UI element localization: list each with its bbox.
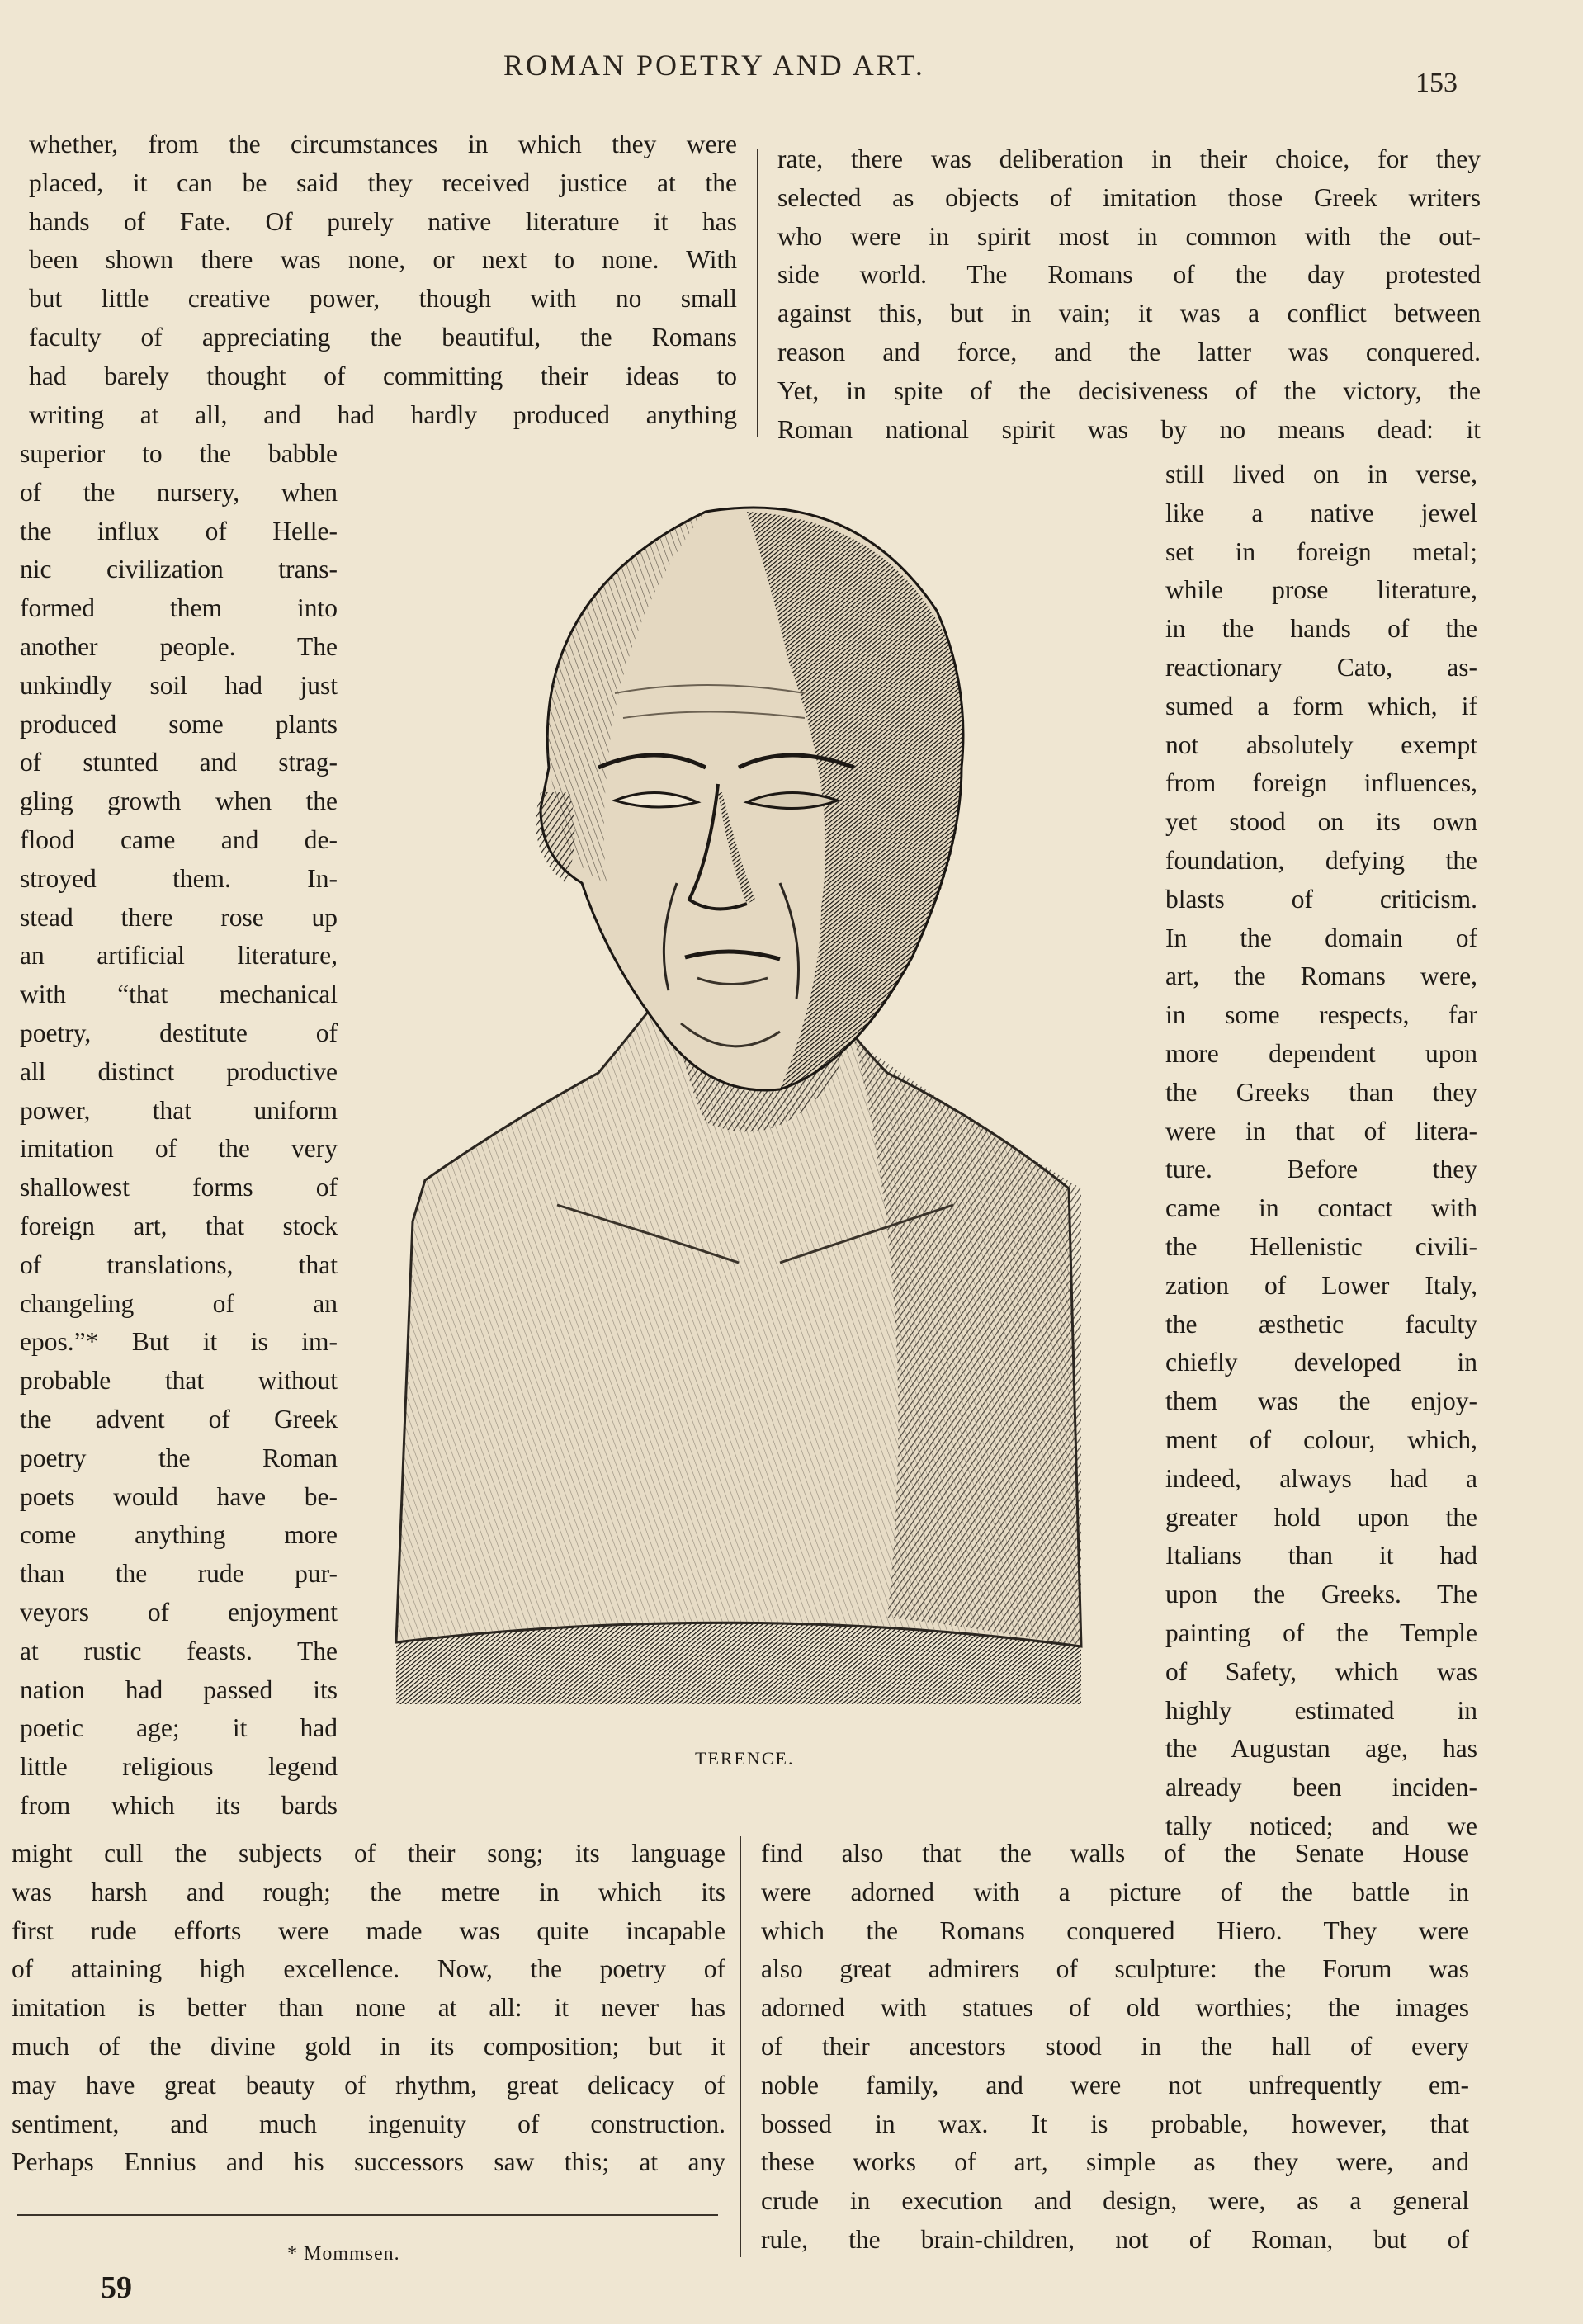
text-line: power, that uniform bbox=[20, 1095, 338, 1125]
text-line: flood came and de- bbox=[20, 824, 338, 854]
text-line: zation of Lower Italy, bbox=[1165, 1270, 1477, 1300]
text-line: poetry, destitute of bbox=[20, 1018, 338, 1047]
text-line: while prose literature, bbox=[1165, 575, 1477, 605]
text-line: rate, there was deliberation in their choice, for they bbox=[777, 144, 1481, 173]
running-head: ROMAN POETRY AND ART. bbox=[503, 49, 925, 82]
text-line: the æsthetic faculty bbox=[1165, 1309, 1477, 1339]
text-line: painting of the Temple bbox=[1165, 1618, 1477, 1647]
text-line: the Hellenistic civili- bbox=[1165, 1231, 1477, 1261]
text-line: Perhaps Ennius and his successors saw this; at any bbox=[12, 2147, 725, 2177]
text-line: foundation, defying the bbox=[1165, 845, 1477, 875]
text-line: highly estimated in bbox=[1165, 1695, 1477, 1725]
text-line: changeling of an bbox=[20, 1288, 338, 1318]
signature-mark: 59 bbox=[101, 2270, 132, 2305]
text-line: nation had passed its bbox=[20, 1675, 338, 1704]
text-line: rule, the brain-children, not of Roman, but of bbox=[761, 2224, 1469, 2254]
text-line: with “that mechanical bbox=[20, 980, 338, 1009]
text-line: another people. The bbox=[20, 631, 338, 661]
text-line: already been inciden- bbox=[1165, 1773, 1477, 1802]
text-line: but little creative power, though with no small bbox=[29, 284, 737, 314]
text-line: reason and force, and the latter was conquered. bbox=[777, 337, 1481, 366]
text-line: reactionary Cato, as- bbox=[1165, 652, 1477, 682]
text-line: also great admirers of sculpture: the Forum was bbox=[761, 1954, 1469, 1984]
text-line: adorned with statues of old worthies; the images bbox=[761, 1993, 1469, 2023]
text-line: Roman national spirit was by no means dead: it bbox=[777, 414, 1481, 444]
text-line: much of the divine gold in its composition; but it bbox=[12, 2031, 725, 2061]
text-line: imitation of the very bbox=[20, 1134, 338, 1164]
text-line: of their ancestors stood in the hall of every bbox=[761, 2031, 1469, 2061]
text-line: of Safety, which was bbox=[1165, 1656, 1477, 1686]
text-line: of the nursery, when bbox=[20, 477, 338, 507]
text-line: had barely thought of committing their ideas to bbox=[29, 361, 737, 390]
text-line: greater hold upon the bbox=[1165, 1502, 1477, 1532]
text-line: of translations, that bbox=[20, 1249, 338, 1279]
text-line: bossed in wax. It is probable, however, that bbox=[761, 2109, 1469, 2138]
text-line: these works of art, simple as they were, and bbox=[761, 2147, 1469, 2177]
text-line: unkindly soil had just bbox=[20, 670, 338, 700]
text-line: crude in execution and design, were, as a general bbox=[761, 2186, 1469, 2216]
text-line: placed, it can be said they received justice at the bbox=[29, 168, 737, 197]
illustration-caption: TERENCE. bbox=[695, 1748, 795, 1769]
text-line: stead there rose up bbox=[20, 902, 338, 932]
text-line: Italians than it had bbox=[1165, 1541, 1477, 1571]
text-line: at rustic feasts. The bbox=[20, 1636, 338, 1665]
text-line: blasts of criticism. bbox=[1165, 884, 1477, 914]
text-line: more dependent upon bbox=[1165, 1038, 1477, 1068]
text-line: side world. The Romans of the day protested bbox=[777, 260, 1481, 290]
text-line: all distinct productive bbox=[20, 1056, 338, 1086]
text-line: yet stood on its own bbox=[1165, 807, 1477, 837]
left-column-narrow bbox=[20, 435, 338, 1826]
text-line: the influx of Helle- bbox=[20, 516, 338, 546]
text-line: gling growth when the bbox=[20, 786, 338, 816]
text-line: in some respects, far bbox=[1165, 1000, 1477, 1030]
text-line: of attaining high excellence. Now, the poetry of bbox=[12, 1954, 725, 1984]
text-line: hands of Fate. Of purely native literature it has bbox=[29, 206, 737, 236]
text-line: chiefly developed in bbox=[1165, 1348, 1477, 1377]
text-line: sumed a form which, if bbox=[1165, 691, 1477, 720]
text-line: nic civilization trans- bbox=[20, 555, 338, 584]
text-line: little religious legend bbox=[20, 1752, 338, 1782]
text-line: art, the Romans were, bbox=[1165, 961, 1477, 991]
text-line: the Augustan age, has bbox=[1165, 1734, 1477, 1764]
text-line: find also that the walls of the Senate House bbox=[761, 1839, 1469, 1868]
right-column-narrow bbox=[1165, 456, 1477, 1846]
text-line: still lived on in verse, bbox=[1165, 460, 1477, 489]
text-line: poetry the Roman bbox=[20, 1443, 338, 1472]
column-rule-bottom bbox=[740, 1836, 741, 2257]
text-line: set in foreign metal; bbox=[1165, 536, 1477, 566]
text-line: indeed, always had a bbox=[1165, 1463, 1477, 1493]
text-line: came in contact with bbox=[1165, 1193, 1477, 1223]
text-line: of stunted and strag- bbox=[20, 748, 338, 777]
terence-bust-engraving bbox=[392, 495, 1085, 1708]
text-line: faculty of appreciating the beautiful, the Romans bbox=[29, 322, 737, 352]
text-line: sentiment, and much ingenuity of construction. bbox=[12, 2109, 725, 2138]
text-line: the Greeks than they bbox=[1165, 1077, 1477, 1107]
text-line: them was the enjoy- bbox=[1165, 1386, 1477, 1416]
text-line: poetic age; it had bbox=[20, 1713, 338, 1743]
text-line: noble family, and were not unfrequently em- bbox=[761, 2070, 1469, 2100]
text-line: were adorned with a picture of the battle in bbox=[761, 1877, 1469, 1906]
text-line: may have great beauty of rhythm, great delicacy of bbox=[12, 2070, 725, 2100]
column-rule-top bbox=[757, 149, 758, 437]
footnote: * Mommsen. bbox=[287, 2243, 400, 2265]
text-line: foreign art, that stock bbox=[20, 1211, 338, 1240]
text-line: shallowest forms of bbox=[20, 1173, 338, 1202]
text-line: probable that without bbox=[20, 1366, 338, 1396]
text-line: from foreign influences, bbox=[1165, 768, 1477, 798]
text-line: tally noticed; and we bbox=[1165, 1811, 1477, 1840]
text-line: which the Romans conquered Hiero. They were bbox=[761, 1915, 1469, 1945]
text-line: imitation is better than none at all: it never has bbox=[12, 1993, 725, 2023]
page-number: 153 bbox=[1415, 68, 1458, 98]
right-column-top bbox=[777, 140, 1481, 449]
left-column-top bbox=[29, 125, 737, 434]
right-column-bottom bbox=[761, 1835, 1469, 2260]
text-line: was harsh and rough; the metre in which its bbox=[12, 1877, 725, 1906]
text-line: In the domain of bbox=[1165, 923, 1477, 952]
text-line: not absolutely exempt bbox=[1165, 730, 1477, 759]
text-line: upon the Greeks. The bbox=[1165, 1580, 1477, 1609]
text-line: in the hands of the bbox=[1165, 614, 1477, 644]
text-line: formed them into bbox=[20, 593, 338, 623]
text-line: come anything more bbox=[20, 1520, 338, 1550]
text-line: than the rude pur- bbox=[20, 1559, 338, 1589]
text-line: against this, but in vain; it was a conflict between bbox=[777, 299, 1481, 328]
text-line: whether, from the circumstances in which they were bbox=[29, 130, 737, 158]
text-line: the advent of Greek bbox=[20, 1404, 338, 1434]
text-line: ture. Before they bbox=[1165, 1155, 1477, 1184]
text-line: superior to the babble bbox=[20, 439, 338, 468]
text-line: first rude efforts were made was quite incapable bbox=[12, 1915, 725, 1945]
text-line: stroyed them. In- bbox=[20, 863, 338, 893]
text-line: epos.”* But it is im- bbox=[20, 1327, 338, 1357]
text-line: like a native jewel bbox=[1165, 498, 1477, 527]
text-line: Yet, in spite of the decisiveness of the victory, the bbox=[777, 376, 1481, 405]
left-column-bottom bbox=[12, 1835, 725, 2182]
text-line: were in that of litera- bbox=[1165, 1116, 1477, 1145]
text-line: who were in spirit most in common with the out- bbox=[777, 221, 1481, 251]
text-line: been shown there was none, or next to none. With bbox=[29, 245, 737, 275]
footnote-rule bbox=[17, 2214, 718, 2216]
text-line: produced some plants bbox=[20, 709, 338, 739]
text-line: from which its bards bbox=[20, 1790, 338, 1820]
text-line: veyors of enjoyment bbox=[20, 1597, 338, 1627]
text-line: writing at all, and had hardly produced anything bbox=[29, 399, 737, 429]
text-line: an artificial literature, bbox=[20, 941, 338, 971]
text-line: selected as objects of imitation those Greek writers bbox=[777, 182, 1481, 212]
text-line: might cull the subjects of their song; its language bbox=[12, 1839, 725, 1868]
text-line: ment of colour, which, bbox=[1165, 1424, 1477, 1454]
text-line: poets would have be- bbox=[20, 1481, 338, 1511]
